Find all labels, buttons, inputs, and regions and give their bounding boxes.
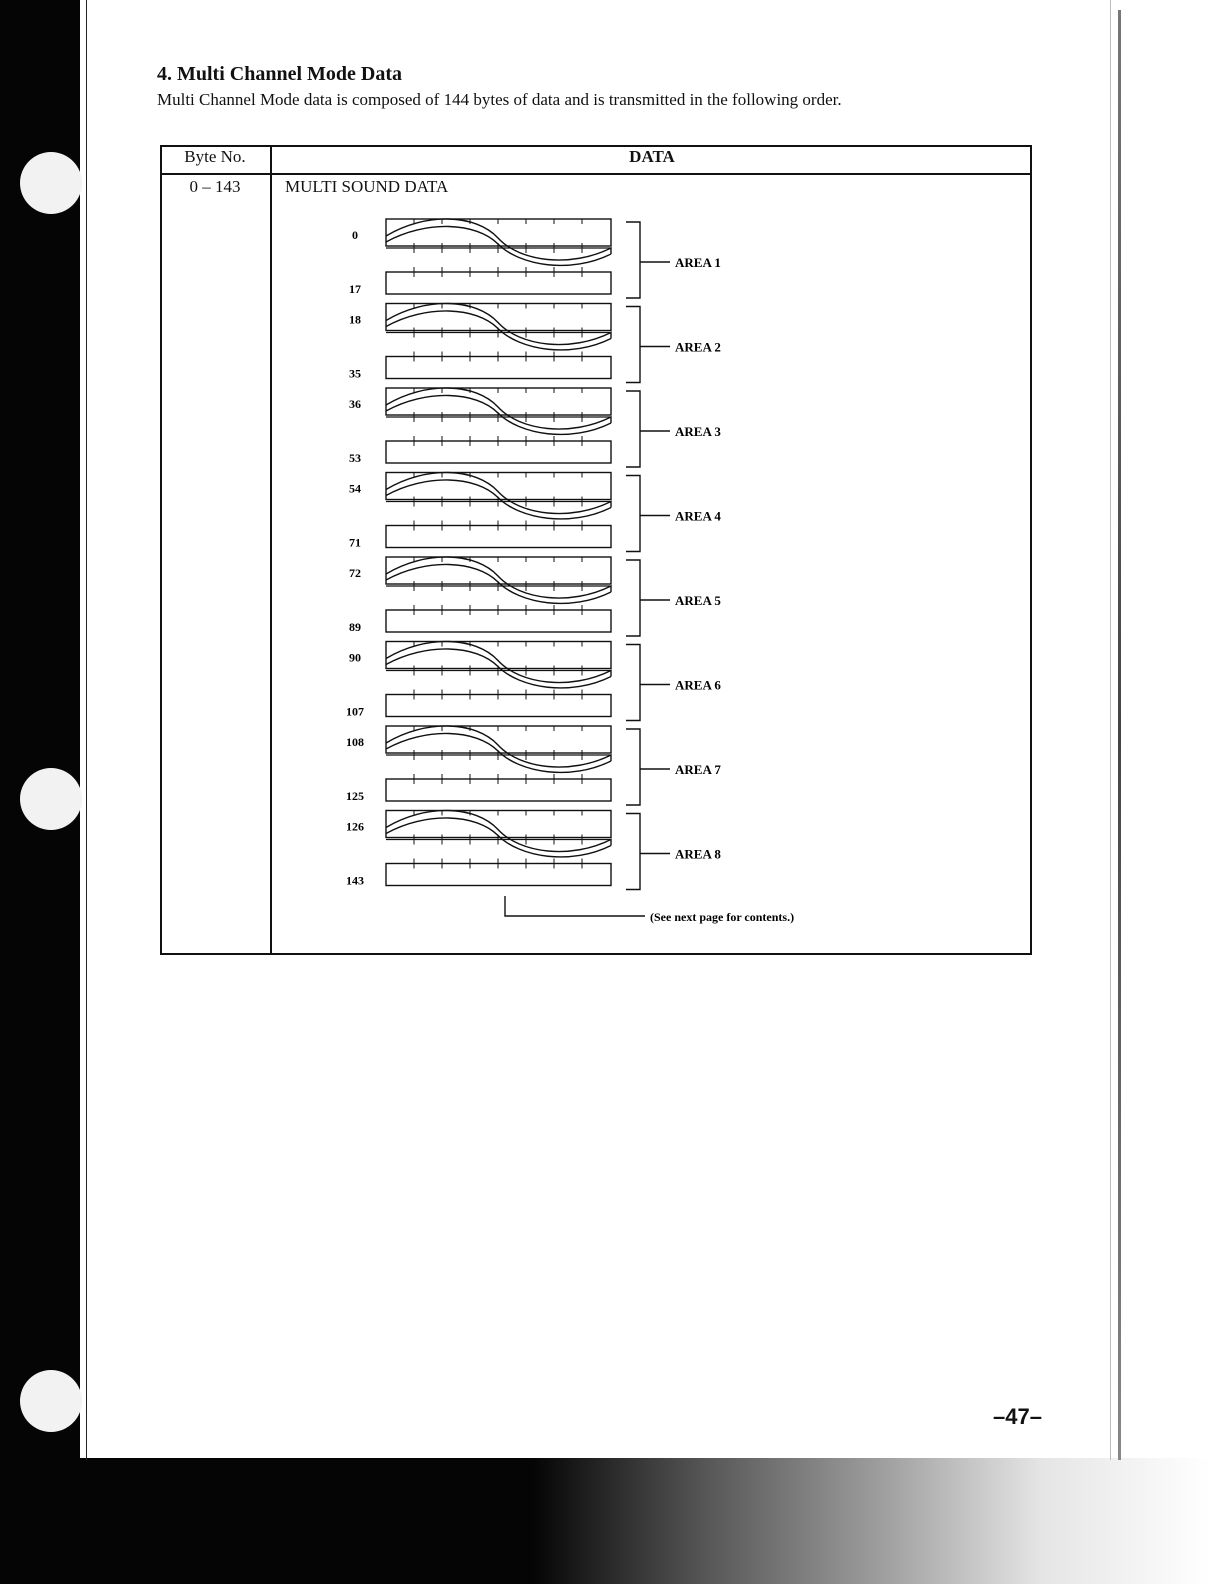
section-description: Multi Channel Mode data is composed of 144 bytes of data and is transmitted in the following order. xyxy=(157,90,842,109)
byte-label-start: 108 xyxy=(346,735,364,749)
wavy-break xyxy=(386,388,611,429)
area-bracket xyxy=(626,729,640,805)
area-block xyxy=(349,557,721,636)
wavy-break xyxy=(386,557,611,598)
area-block xyxy=(349,219,721,298)
byte-label-end: 17 xyxy=(349,282,361,296)
byte-label-start: 0 xyxy=(352,228,358,242)
area-label: AREA 2 xyxy=(675,339,721,355)
byte-label-end: 89 xyxy=(349,620,361,634)
wavy-break xyxy=(386,472,611,513)
area-bracket xyxy=(626,560,640,636)
wavy-break xyxy=(386,219,611,260)
byte-label-end: 125 xyxy=(346,789,364,803)
area-bracket xyxy=(626,645,640,721)
note-leader-line xyxy=(505,896,645,916)
see-next-page-note: (See next page for contents.) xyxy=(650,910,795,924)
area-block xyxy=(346,641,721,720)
header-byte-no: Byte No. xyxy=(184,147,246,166)
area-block xyxy=(346,810,721,889)
area-label: AREA 1 xyxy=(675,255,721,270)
byte-label-start: 72 xyxy=(349,566,361,580)
byte-label-end: 107 xyxy=(346,704,364,719)
byte-label-end: 35 xyxy=(349,366,361,381)
wavy-break xyxy=(386,726,611,767)
area-label: AREA 6 xyxy=(675,677,721,693)
byte-label-end: 71 xyxy=(349,535,361,550)
wavy-break xyxy=(386,641,611,682)
area-block xyxy=(349,472,721,551)
area-bracket xyxy=(626,222,640,298)
header-data: DATA xyxy=(629,147,675,166)
area-bracket xyxy=(626,307,640,383)
area-label: AREA 3 xyxy=(675,424,721,439)
area-bracket xyxy=(626,476,640,552)
byte-label-start: 36 xyxy=(349,397,361,411)
wavy-break xyxy=(386,810,611,851)
area-label: AREA 4 xyxy=(675,508,721,524)
wavy-break xyxy=(386,303,611,344)
area-block xyxy=(349,303,721,382)
area-bracket xyxy=(626,391,640,467)
page-number: –47– xyxy=(993,1404,1042,1429)
area-block xyxy=(346,726,721,805)
byte-range: 0 – 143 xyxy=(189,177,241,196)
area-label: AREA 5 xyxy=(675,593,721,608)
area-label: AREA 7 xyxy=(675,762,721,777)
byte-label-end: 53 xyxy=(349,451,361,465)
multi-sound-data-label: MULTI SOUND DATA xyxy=(285,177,449,196)
byte-label-end: 143 xyxy=(346,873,364,888)
area-block xyxy=(349,388,721,467)
area-label: AREA 8 xyxy=(675,846,721,862)
section-heading: 4. Multi Channel Mode Data xyxy=(157,63,402,85)
byte-label-start: 18 xyxy=(349,312,361,327)
area-bracket xyxy=(626,814,640,890)
byte-label-start: 126 xyxy=(346,819,364,834)
byte-label-start: 54 xyxy=(349,481,361,496)
byte-label-start: 90 xyxy=(349,650,361,665)
